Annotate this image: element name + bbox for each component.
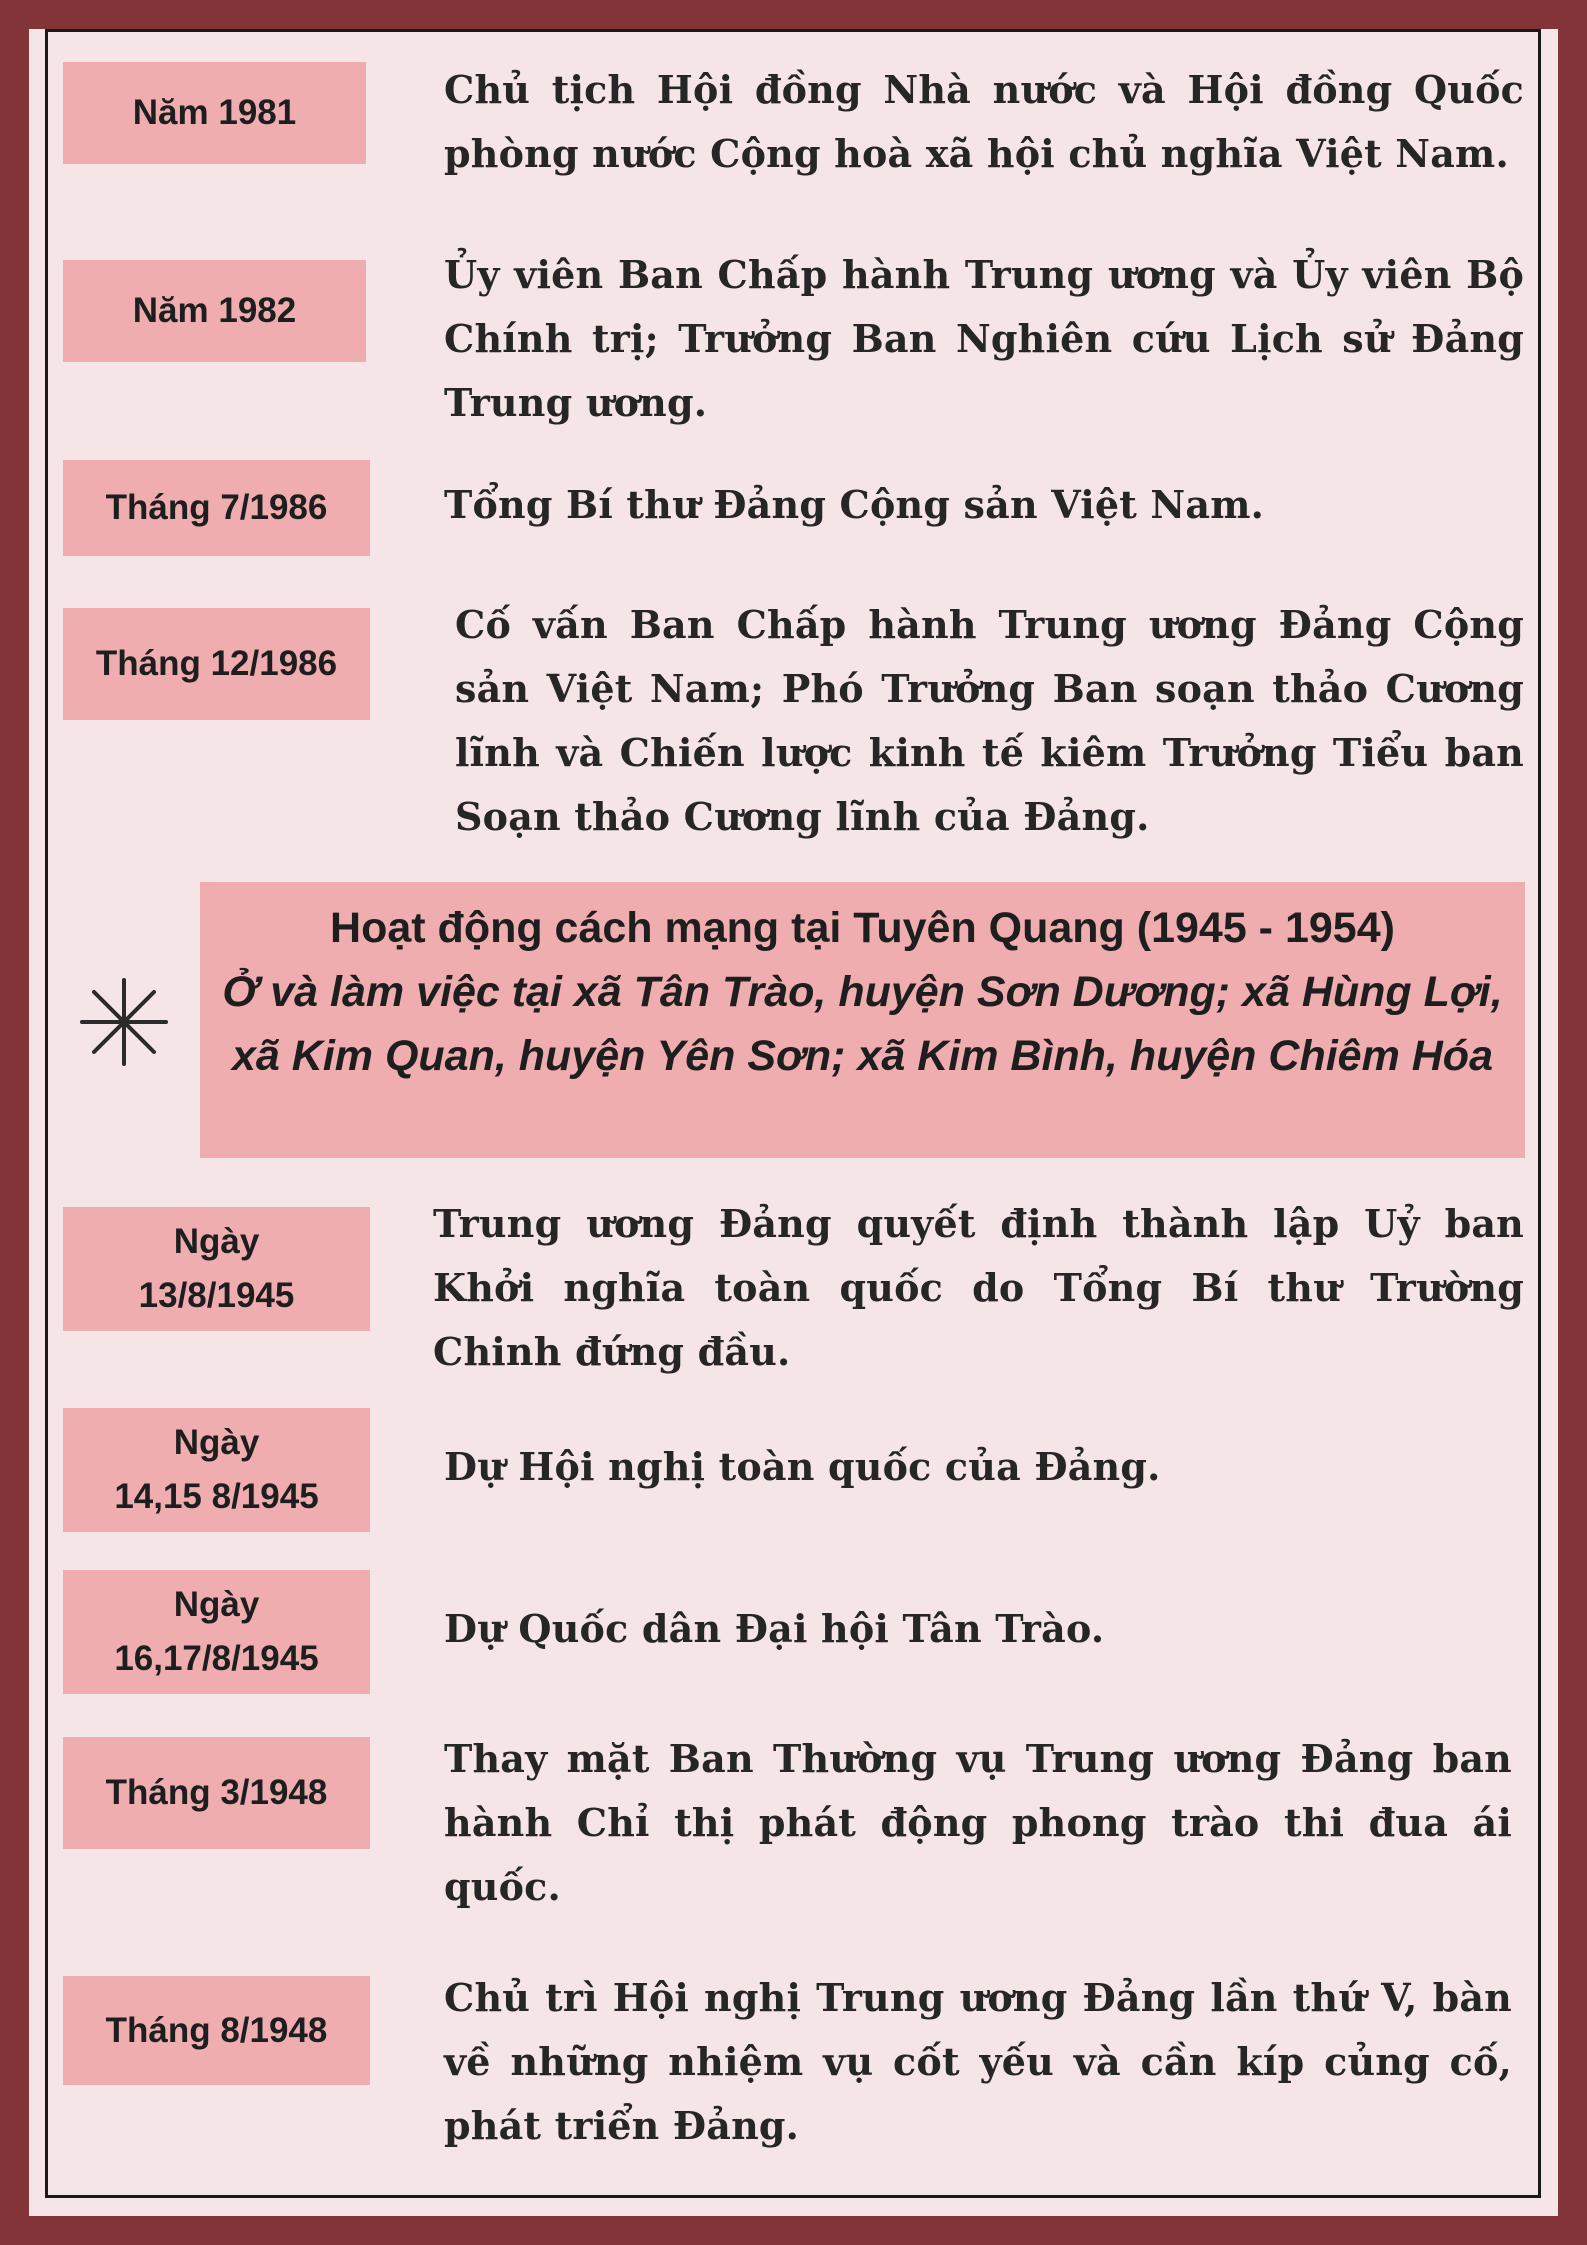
section-subtitle: Ở và làm việc tại xã Tân Trào, huyện Sơn Dương; xã Hùng Lợi, xã Kim Quan, huyện Yên Sơn; xã Kim Bình, huyện Chiêm Hóa: [222, 968, 1503, 1080]
section-title: Hoạt động cách mạng tại Tuyên Quang (1945 - 1954): [330, 904, 1395, 952]
timeline-text-7-1986: Tổng Bí thư Đảng Cộng sản Việt Nam.: [444, 482, 1265, 527]
timeline-text-1981: Chủ tịch Hội đồng Nhà nước và Hội đồng Quốc phòng nước Cộng hoà xã hội chủ nghĩa Việt Nam.: [444, 67, 1524, 176]
timeline-label-3-1948: Tháng 3/1948: [63, 1737, 370, 1849]
timeline-text-12-1986: Cố vấn Ban Chấp hành Trung ương Đảng Cộng sản Việt Nam; Phó Trưởng Ban soạn thảo Cương lĩnh và Chiến lược kinh tế kiêm Trưởng Tiểu ban Soạn thảo Cương lĩnh của Đảng.: [455, 602, 1524, 839]
timeline-text-16-17-8-1945: Dự Quốc dân Đại hội Tân Trào.: [444, 1606, 1105, 1651]
timeline-text-3-1948: Thay mặt Ban Thường vụ Trung ương Đảng ban hành Chỉ thị phát động phong trào thi đua ái quốc.: [444, 1736, 1512, 1909]
timeline-label-16-17-8-1945: Ngày 16,17/8/1945: [63, 1570, 370, 1694]
timeline-label-14-15-8-1945: Ngày 14,15 8/1945: [63, 1408, 370, 1532]
timeline-text-13-8-1945: Trung ương Đảng quyết định thành lập Uỷ ban Khởi nghĩa toàn quốc do Tổng Bí thư Trường Chinh đứng đầu.: [433, 1201, 1524, 1374]
timeline-label-1981: Năm 1981: [63, 62, 366, 164]
asterisk-icon: [80, 978, 168, 1066]
timeline-label-12-1986: Tháng 12/1986: [63, 608, 370, 720]
section-banner: [200, 882, 1525, 1158]
timeline-label-7-1986: Tháng 7/1986: [63, 460, 370, 556]
timeline-text-14-15-8-1945: Dự Hội nghị toàn quốc của Đảng.: [444, 1444, 1161, 1489]
timeline-text-8-1948: Chủ trì Hội nghị Trung ương Đảng lần thứ V, bàn về những nhiệm vụ cốt yếu và cần kíp củng cố, phát triển Đảng.: [444, 1975, 1512, 2148]
timeline-label-13-8-1945: Ngày 13/8/1945: [63, 1207, 370, 1331]
timeline-label-1982: Năm 1982: [63, 260, 366, 362]
timeline-label-8-1948: Tháng 8/1948: [63, 1976, 370, 2085]
timeline-text-1982: Ủy viên Ban Chấp hành Trung ương và Ủy viên Bộ Chính trị; Trưởng Ban Nghiên cứu Lịch sử Đảng Trung ương.: [444, 252, 1524, 425]
